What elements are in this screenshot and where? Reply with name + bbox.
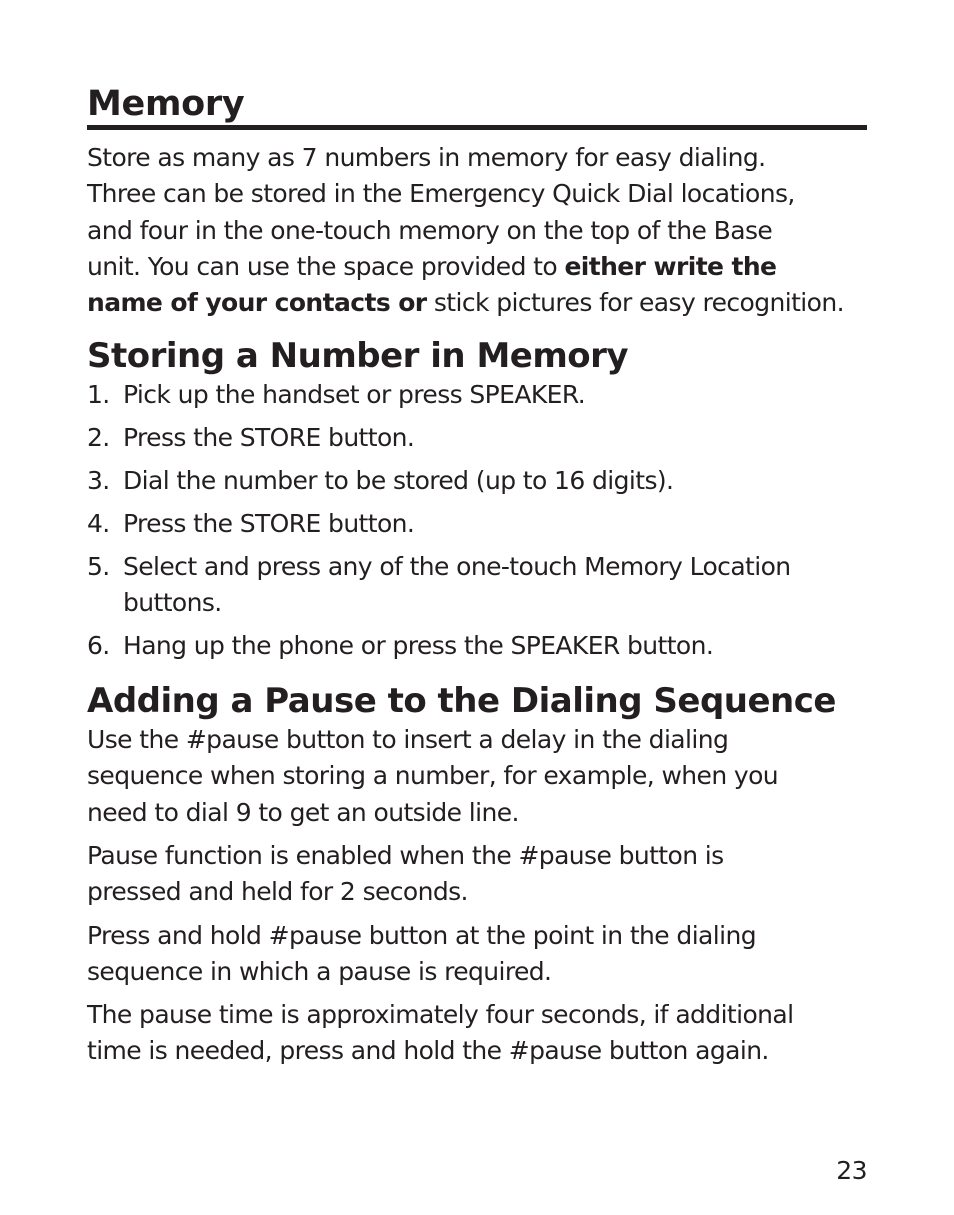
paragraph-line: sequence when storing a number, for example, when you <box>87 761 779 791</box>
intro-line: and four in the one-touch memory on the top of the Base <box>87 215 773 245</box>
intro-line: Store as many as 7 numbers in memory for easy dialing. <box>87 143 766 172</box>
intro-line <box>87 249 867 285</box>
pause-paragraph <box>87 997 867 1070</box>
step-text: Press the STORE button. <box>123 423 415 453</box>
step-item <box>87 420 867 456</box>
step-item <box>87 506 867 542</box>
step-item <box>87 628 867 664</box>
intro-paragraph <box>87 140 867 321</box>
step-number: 2. <box>87 423 110 453</box>
pause-paragraph <box>87 722 867 831</box>
paragraph-line: Press and hold #pause button at the point in the dialing <box>87 920 756 950</box>
paragraph-line: Pause function is enabled when the #pause button is <box>87 840 724 870</box>
step-text-line: Select and press any of the one-touch Memory Location <box>123 551 791 581</box>
intro-text: unit. You can use the space provided to <box>87 251 565 281</box>
page-title: Memory <box>87 84 245 124</box>
step-item <box>87 549 867 622</box>
step-item <box>87 377 867 413</box>
step-text: Press the STORE button. <box>123 508 415 538</box>
intro-bold-text: name of your contacts or <box>87 288 427 318</box>
storing-heading: Storing a Number in Memory <box>87 336 629 377</box>
intro-line: Three can be stored in the Emergency Quick Dial locations, <box>87 179 795 209</box>
manual-page <box>87 82 867 1077</box>
paragraph-line: time is needed, press and hold the #pause button again. <box>87 1036 769 1066</box>
step-number: 6. <box>87 630 110 660</box>
paragraph-line: sequence in which a pause is required. <box>87 956 552 986</box>
intro-line <box>87 285 867 321</box>
step-number: 3. <box>87 466 110 496</box>
paragraph-line: Use the #pause button to insert a delay in the dialing <box>87 725 729 755</box>
paragraph-line: need to dial 9 to get an outside line. <box>87 797 519 827</box>
step-text: Pick up the handset or press SPEAKER. <box>123 380 586 410</box>
step-number: 5. <box>87 551 110 581</box>
page-number: 23 <box>836 1156 867 1185</box>
intro-text: stick pictures for easy recognition. <box>426 288 844 318</box>
storing-steps <box>87 377 867 664</box>
step-number: 1. <box>87 380 110 410</box>
pause-paragraph <box>87 918 867 991</box>
paragraph-line: pressed and held for 2 seconds. <box>87 877 468 907</box>
pause-paragraph <box>87 838 867 911</box>
paragraph-line: The pause time is approximately four seconds, if additional <box>87 1000 794 1030</box>
intro-bold-text: either write the <box>564 251 777 281</box>
pause-heading: Adding a Pause to the Dialing Sequence <box>87 681 836 722</box>
step-text: Hang up the phone or press the SPEAKER button. <box>123 630 714 660</box>
step-item <box>87 463 867 499</box>
step-number: 4. <box>87 508 110 538</box>
step-text-line: buttons. <box>123 587 222 617</box>
step-text <box>123 549 867 622</box>
step-text: Dial the number to be stored (up to 16 digits). <box>123 466 674 496</box>
pause-section <box>87 722 867 1070</box>
